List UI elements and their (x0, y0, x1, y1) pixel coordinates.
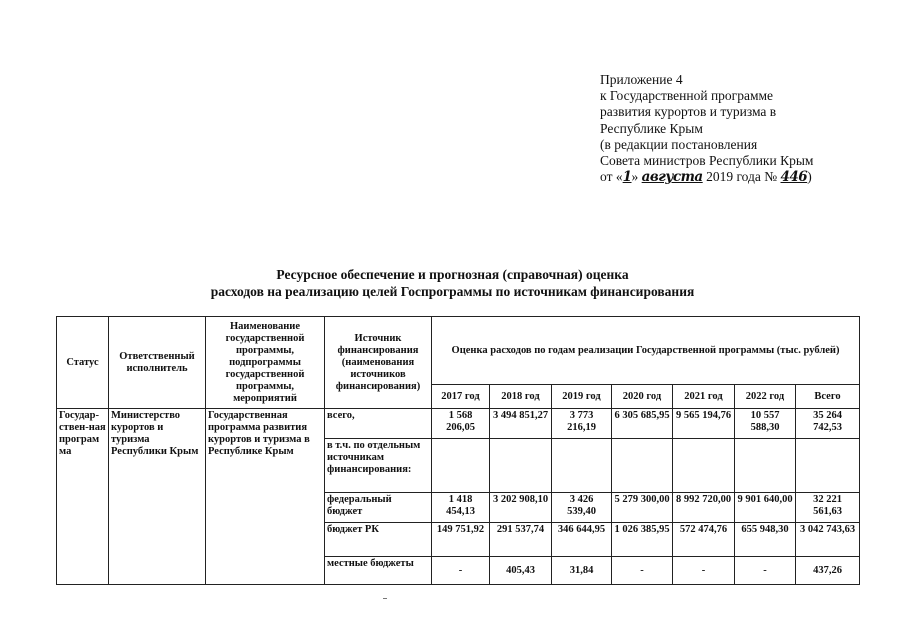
date-sep: » (631, 169, 642, 185)
appendix-line: Республике Крым (600, 120, 703, 136)
appendix-note (600, 72, 890, 185)
header-estimate: Оценка расходов по годам реализации Государственной программы (тыс. рублей) (432, 317, 860, 385)
table-row (57, 409, 860, 439)
cell-value: 5 279 300,00 (612, 493, 673, 523)
header-year-2017: 2017 год (432, 385, 490, 409)
cell-value: 3 426 539,40 (552, 493, 612, 523)
header-year-2022: 2022 год (735, 385, 796, 409)
appendix-date-line (600, 169, 890, 185)
cell-value (612, 439, 673, 493)
cell-source: всего, (325, 409, 432, 439)
header-program-name: Наименование государственной программы, подпрограммы государственной программы, мероприятий (206, 317, 325, 409)
cell-value: 572 474,76 (673, 523, 735, 557)
cell-value: 3 042 743,63 (796, 523, 860, 557)
cell-source: в т.ч. по отдельным источникам финансирования: (325, 439, 432, 493)
cell-value: 291 537,74 (490, 523, 552, 557)
date-month: августа (641, 169, 703, 186)
appendix-line: развития курортов и туризма в (600, 104, 777, 120)
header-year-2020: 2020 год (612, 385, 673, 409)
cell-status: Государ-ствен-ная програм ма (57, 409, 109, 585)
cell-value: 35 264 742,53 (796, 409, 860, 439)
cell-value: - (612, 557, 673, 585)
cell-value: 6 305 685,95 (612, 409, 673, 439)
cell-value: 149 751,92 (432, 523, 490, 557)
date-prefix: от « (600, 169, 623, 185)
appendix-line: Совета министров Республики Крым (600, 153, 814, 169)
date-year: 2019 года № (702, 169, 781, 185)
cell-value: - (673, 557, 735, 585)
header-total: Всего (796, 385, 860, 409)
cell-program-name: Государственная программа развития курортов и туризма в Республике Крым (206, 409, 325, 585)
cell-value (796, 439, 860, 493)
date-number: 446 (780, 169, 808, 186)
cell-value: 8 992 720,00 (673, 493, 735, 523)
cell-value: 9 901 640,00 (735, 493, 796, 523)
cell-value: 1 418 454,13 (432, 493, 490, 523)
appendix-line: к Государственной программе (600, 88, 774, 104)
cell-value: 405,43 (490, 557, 552, 585)
document-title (0, 266, 905, 300)
cell-value: - (432, 557, 490, 585)
cell-source: местные бюджеты (325, 557, 432, 585)
cell-value: 437,26 (796, 557, 860, 585)
scan-mark (383, 598, 387, 599)
cell-value (735, 439, 796, 493)
cell-value: 346 644,95 (552, 523, 612, 557)
cell-value (432, 439, 490, 493)
cell-value: 31,84 (552, 557, 612, 585)
cell-value: 32 221 561,63 (796, 493, 860, 523)
header-year-2019: 2019 год (552, 385, 612, 409)
header-executor: Ответственный исполнитель (109, 317, 206, 409)
cell-value: 655 948,30 (735, 523, 796, 557)
cell-source: бюджет РК (325, 523, 432, 557)
header-year-2021: 2021 год (673, 385, 735, 409)
appendix-line: Приложение 4 (600, 72, 683, 87)
cell-value: 3 494 851,27 (490, 409, 552, 439)
title-line-1: Ресурсное обеспечение и прогнозная (справочная) оценка (276, 267, 629, 282)
cell-value: - (735, 557, 796, 585)
cell-source: федеральный бюджет (325, 493, 432, 523)
budget-table (56, 316, 860, 585)
header-status: Статус (57, 317, 109, 409)
header-year-2018: 2018 год (490, 385, 552, 409)
cell-value: 10 557 588,30 (735, 409, 796, 439)
cell-value: 1 026 385,95 (612, 523, 673, 557)
header-source: Источник финансирования (наименования источников финансирования) (325, 317, 432, 409)
cell-value (552, 439, 612, 493)
cell-value (490, 439, 552, 493)
title-line-2: расходов на реализацию целей Госпрограммы по источникам финансирования (210, 284, 695, 299)
cell-value: 3 773 216,19 (552, 409, 612, 439)
date-suffix: ) (807, 169, 812, 185)
date-day: 1 (622, 169, 632, 186)
cell-value: 9 565 194,76 (673, 409, 735, 439)
cell-executor: Министерство курортов и туризма Республики Крым (109, 409, 206, 585)
cell-value (673, 439, 735, 493)
cell-value: 1 568 206,05 (432, 409, 490, 439)
appendix-line: (в редакции постановления (600, 136, 758, 152)
cell-value: 3 202 908,10 (490, 493, 552, 523)
